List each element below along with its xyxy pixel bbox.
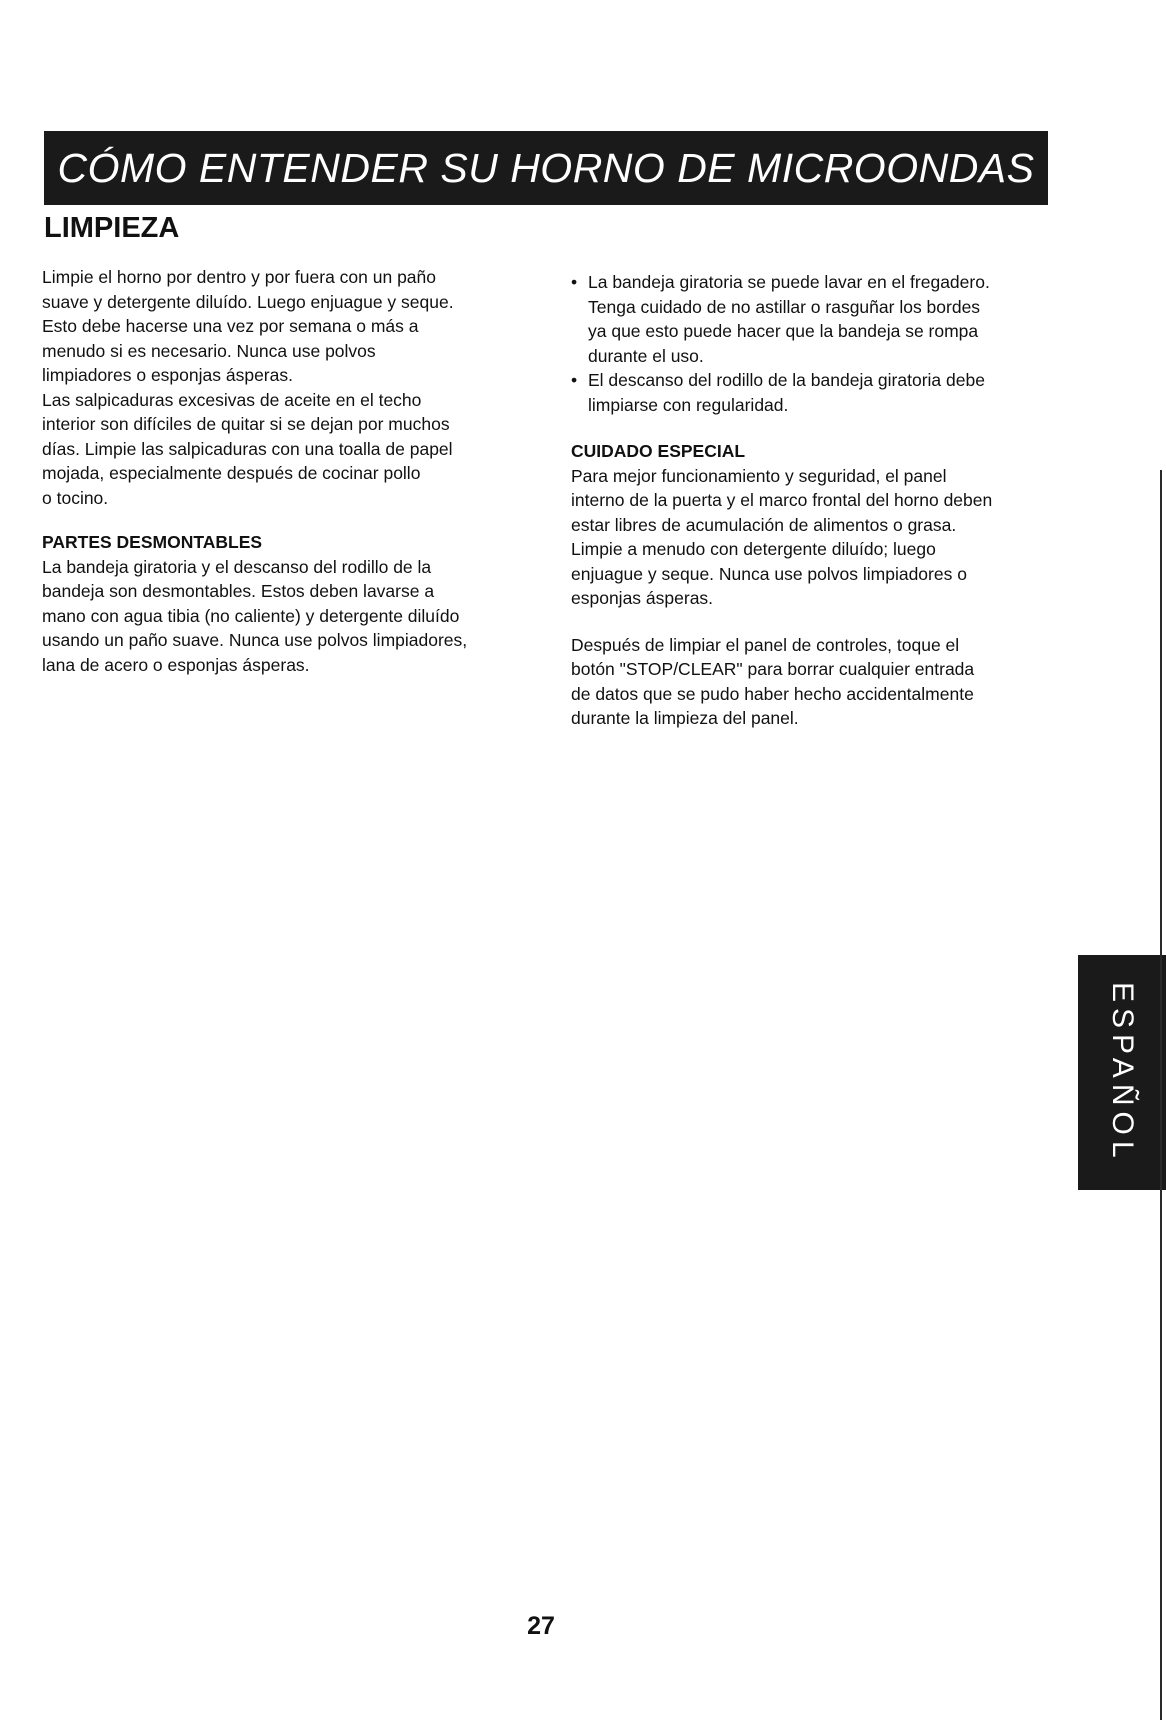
control-panel-paragraph: Después de limpiar el panel de controles, toque el botón "STOP/CLEAR" para borrar cualquier entrada de datos que se pudo haber hecho accidentalmente durante la limpieza del panel. <box>571 634 975 728</box>
page-number: 27 <box>527 1612 555 1640</box>
header-banner <box>44 131 1048 205</box>
language-tab-label: ESPAÑOL <box>1106 981 1139 1164</box>
page-edge-line <box>1160 470 1162 1720</box>
section-title: LIMPIEZA <box>44 212 180 244</box>
turntable-bullet-list <box>571 270 1071 417</box>
bullet-item: • El descanso del rodillo de la bandeja giratoria debe limpiarse con regularidad. <box>571 368 1071 417</box>
cleaning-intro-paragraph: Limpie el horno por dentro y por fuera con un paño suave y detergente diluído. Luego enjuague y seque. Esto debe hacerse una vez por semana o más a menudo si es necesario. Nunca use polvos limpiadores o esponjas ásperas. Las salpicaduras excesivas de aceite en el techo interior son difíciles de quitar si se dejan por muchos días. Limpie las salpicaduras con una toalla de papel mojada, especialmente después de cocinar pollo o tocino. <box>42 267 454 508</box>
language-tab <box>1078 955 1166 1190</box>
special-care-heading: CUIDADO ESPECIAL <box>571 441 746 461</box>
spacer <box>571 611 1071 633</box>
page-title: CÓMO ENTENDER SU HORNO DE MICROONDAS <box>57 144 1035 191</box>
removable-parts-paragraph: La bandeja giratoria y el descanso del rodillo de la bandeja son desmontables. Estos deben lavarse a mano con agua tibia (no caliente) y detergente diluído usando un paño suave. Nunca use polvos limpiadores, lana de acero o esponjas ásperas. <box>42 556 468 675</box>
right-column <box>571 270 1071 731</box>
spacer <box>42 510 542 530</box>
spacer <box>571 417 1071 439</box>
special-care-paragraph: Para mejor funcionamiento y seguridad, el panel interno de la puerta y el marco frontal del horno deben estar libres de acumulación de alimentos o grasa. Limpie a menudo con detergente diluído; luego enjuague y seque. Nunca use polvos limpiadores o esponjas ásperas. <box>571 465 993 608</box>
removable-parts-heading: PARTES DESMONTABLES <box>42 532 263 552</box>
bullet-item: • La bandeja giratoria se puede lavar en el fregadero. Tenga cuidado de no astillar o rasguñar los bordes ya que esto puede hacer que la bandeja se rompa durante el uso. <box>571 270 1071 368</box>
left-column <box>42 265 542 677</box>
